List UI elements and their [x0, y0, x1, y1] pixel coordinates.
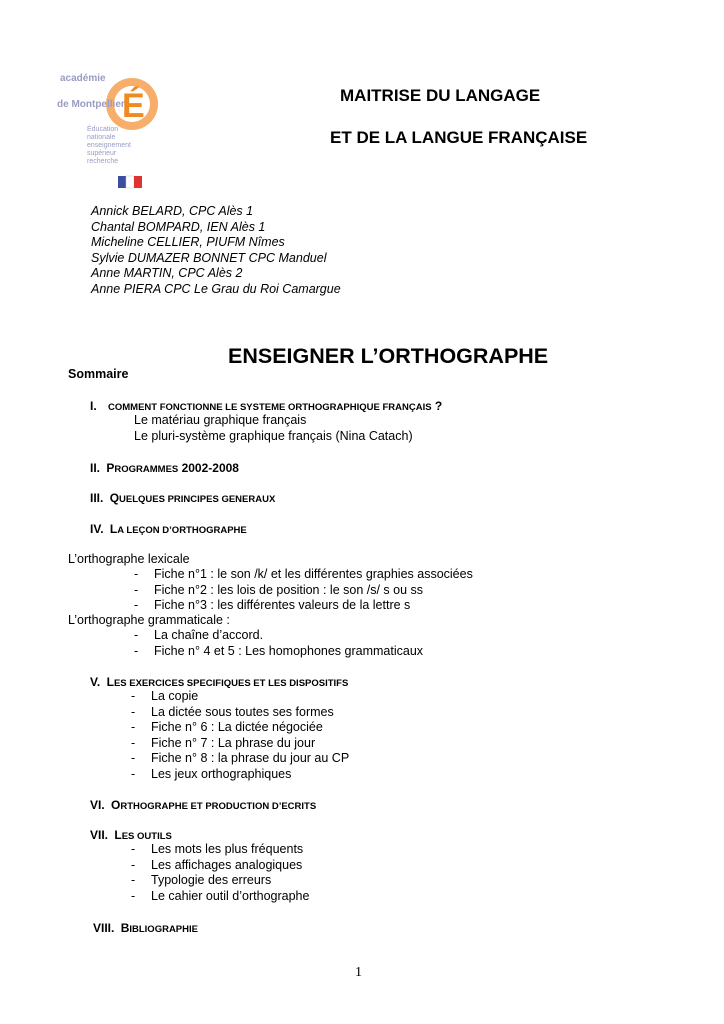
dash-bullet: - — [131, 704, 136, 719]
section-title: ROGRAMMES — [114, 464, 179, 475]
list-item: Le matériau graphique français — [134, 413, 307, 427]
dash-bullet: - — [131, 720, 136, 734]
dash-bullet: - — [134, 598, 139, 612]
section-number: VI. — [90, 798, 105, 812]
dash-bullet: - — [131, 766, 136, 781]
section-number: IV. — [90, 522, 104, 536]
list-item — [131, 720, 349, 736]
list-item: Le pluri-système graphique français (Nina Catach) — [134, 428, 413, 443]
logo-small-line: supérieur — [87, 150, 117, 157]
section-5-list — [131, 689, 349, 782]
section-2-heading — [90, 461, 239, 475]
dash-bullet: - — [134, 628, 139, 642]
author: Chantal BOMPARD, IEN Alès 1 — [91, 219, 266, 234]
section-title-cap: L — [114, 828, 122, 842]
section-suffix: 2002-2008 — [178, 461, 239, 475]
list-item-text: La dictée sous toutes ses formes — [151, 704, 334, 719]
dash-bullet: - — [131, 842, 136, 856]
list-item — [131, 842, 309, 858]
dash-bullet: - — [131, 689, 136, 703]
page-number: 1 — [355, 965, 362, 980]
author: Anne MARTIN, CPC Alès 2 — [91, 266, 243, 280]
list-item-text: Fiche n°3 : les différentes valeurs de la lettre s — [154, 598, 411, 612]
section-title: RTHOGRAPHE ET PRODUCTION D’ECRITS — [120, 801, 317, 812]
list-item-text: Fiche n°2 : les lois de position : le son /s/ s ou ss — [154, 582, 424, 597]
list-item-text: Fiche n° 8 : la phrase du jour au CP — [151, 751, 350, 765]
section-suffix: ? — [431, 399, 443, 413]
logo-small-line: nationale — [87, 134, 116, 141]
svg-text:É: É — [122, 87, 145, 125]
section-title-cap: L — [106, 675, 114, 689]
logo-line2: de Montpellier — [57, 99, 125, 110]
list-item-text: La copie — [151, 689, 199, 703]
section-title-cap: Q — [109, 491, 120, 505]
section-title: ES OUTILS — [121, 831, 172, 842]
list-item — [131, 705, 349, 721]
list-item-text: Typologie des erreurs — [151, 873, 272, 887]
author: Sylvie DUMAZER BONNET CPC Manduel — [91, 250, 327, 265]
section-7-list — [131, 842, 309, 904]
section-3-heading — [90, 491, 275, 505]
dash-bullet: - — [134, 582, 139, 597]
section-title: UELQUES PRINCIPES GENERAUX — [119, 494, 276, 505]
dash-bullet: - — [131, 888, 136, 903]
section-title: ES EXERCICES SPECIFIQUES ET LES DISPOSITIFS — [113, 678, 349, 689]
grammaticale-list — [134, 628, 423, 659]
header-title-line1: MAITRISE DU LANGAGE — [340, 86, 541, 105]
section-number: VIII. — [93, 921, 115, 935]
section-8-heading — [93, 921, 198, 935]
list-item — [134, 583, 473, 599]
list-item-text: Le cahier outil d’orthographe — [151, 888, 310, 903]
list-item — [131, 736, 349, 752]
list-item-text: Fiche n° 4 et 5 : Les homophones grammaticaux — [154, 643, 424, 658]
dash-bullet: - — [131, 857, 136, 872]
section-number: II. — [90, 461, 101, 475]
dash-bullet: - — [134, 643, 139, 658]
list-item-text: Fiche n°1 : le son /k/ et les différentes graphies associées — [154, 567, 473, 581]
list-item — [134, 598, 473, 614]
section-title: IBLIOGRAPHIE — [129, 924, 198, 935]
list-item-text: La chaîne d’accord. — [154, 628, 264, 642]
author: Anne PIERA CPC Le Grau du Roi Camargue — [91, 281, 341, 296]
logo-line1: académie — [60, 73, 106, 84]
grammaticale-heading: L’orthographe grammaticale : — [68, 613, 230, 627]
dash-bullet: - — [131, 735, 136, 750]
logo-small-line: enseignement — [87, 142, 131, 149]
section-4-heading — [90, 522, 247, 536]
authors-list — [91, 204, 341, 297]
section-title: COMMENT FONCTIONNE LE SYSTEME ORTHOGRAPHIQUE FRANÇAIS — [108, 402, 432, 413]
list-item — [131, 767, 349, 783]
list-item — [131, 889, 309, 905]
list-item — [131, 751, 349, 767]
section-title-cap: O — [111, 798, 121, 812]
lexicale-heading: L’orthographe lexicale — [68, 552, 190, 566]
list-item — [131, 689, 349, 705]
logo-small-line: Éducation — [87, 126, 119, 133]
main-title: ENSEIGNER L’ORTHOGRAPHE — [228, 344, 549, 368]
logo-small-text — [87, 126, 131, 166]
list-item-text: Les mots les plus fréquents — [151, 842, 304, 856]
list-item-text: Les affichages analogiques — [151, 857, 303, 872]
section-6-heading — [90, 798, 316, 812]
dash-bullet: - — [131, 873, 136, 887]
list-item — [134, 567, 473, 583]
section-number: V. — [90, 675, 101, 689]
logo-small-line: recherche — [87, 158, 119, 165]
section-title: A LEÇON D’ORTHOGRAPHE — [117, 525, 247, 536]
section-1-items — [134, 413, 413, 444]
section-7-heading — [90, 828, 172, 842]
section-number: III. — [90, 491, 104, 505]
section-5-heading — [90, 675, 348, 689]
section-title-cap: P — [106, 461, 115, 475]
dash-bullet: - — [131, 751, 136, 765]
list-item — [134, 628, 423, 644]
author: Annick BELARD, CPC Alès 1 — [91, 204, 254, 218]
lexicale-list — [134, 567, 473, 614]
section-number: VII. — [90, 828, 109, 842]
list-item-text: Fiche n° 7 : La phrase du jour — [151, 735, 316, 750]
header-title-line2: ET DE LA LANGUE FRANÇAISE — [330, 128, 588, 147]
section-number: I. — [90, 399, 97, 413]
dash-bullet: - — [134, 567, 139, 581]
list-item — [131, 858, 309, 874]
list-item — [134, 644, 423, 660]
section-1-heading — [90, 399, 442, 413]
section-title-cap: L — [109, 522, 118, 536]
author: Micheline CELLIER, PIUFM Nîmes — [91, 235, 285, 249]
list-item-text: Fiche n° 6 : La dictée négociée — [151, 720, 323, 734]
list-item — [131, 873, 309, 889]
list-item-text: Les jeux orthographiques — [151, 766, 292, 781]
sommaire-label: Sommaire — [68, 367, 129, 381]
section-title-cap: B — [120, 921, 130, 935]
